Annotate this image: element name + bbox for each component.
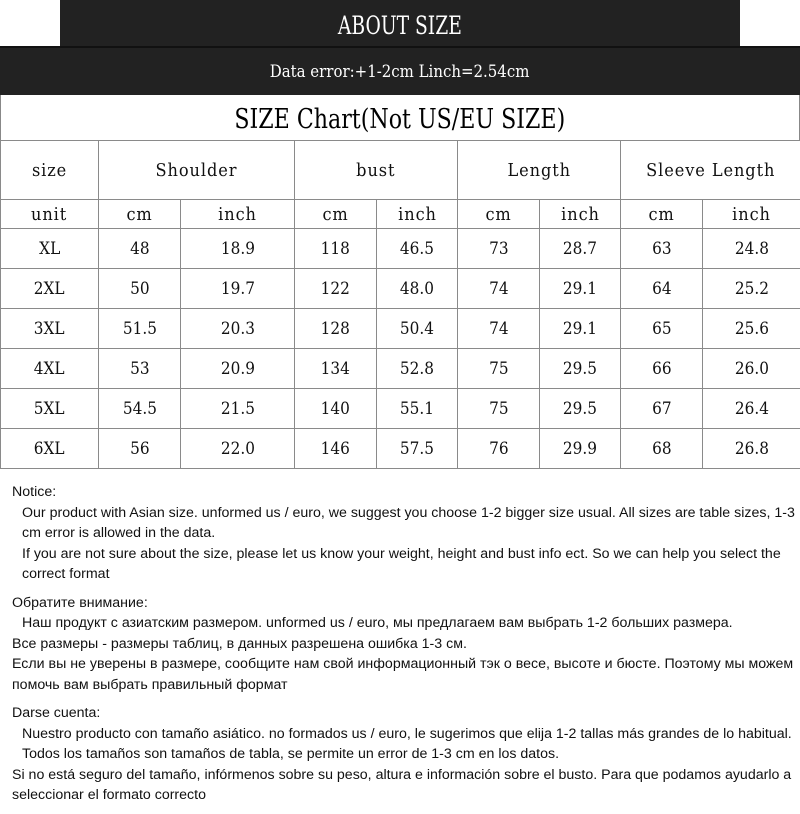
sleeve-inch-cell: 25.6 xyxy=(703,309,800,349)
shoulder-inch-cell: 20.9 xyxy=(181,349,295,389)
data-error-banner xyxy=(0,48,800,95)
bust-inch-cell: 57.5 xyxy=(377,429,458,469)
notice-paragraph: Nuestro producto con tamaño asiático. no formados us / euro, le sugerimos que elija 1-2 tallas más grandes de lo habitual. Todos los tamaños son tamaños de tabla, se permite un error de 1-3 cm en los datos. xyxy=(12,724,797,765)
bust-cm-cell: 134 xyxy=(295,349,377,389)
size-table xyxy=(0,140,800,469)
sleeve-inch-cell: 26.8 xyxy=(703,429,800,469)
sleeve-inch-cell: 26.0 xyxy=(703,349,800,389)
sleeve-cm-cell: 64 xyxy=(621,269,703,309)
length-inch-cell: 28.7 xyxy=(540,229,621,269)
notice-paragraph: Si no está seguro del tamaño, infórmenos sobre su peso, altura e información sobre el busto. Para que podamos ayudarlo a seleccionar el formato correcto xyxy=(12,765,797,806)
sleeve-cm-cell: 67 xyxy=(621,389,703,429)
shoulder-cm-cell: 54.5 xyxy=(99,389,181,429)
notice-russian xyxy=(12,593,797,696)
sleeve-cm-cell: 66 xyxy=(621,349,703,389)
unit-inch: inch xyxy=(181,200,295,229)
group-header-row xyxy=(1,141,800,200)
size-chart-title xyxy=(0,95,800,140)
shoulder-cm-cell: 53 xyxy=(99,349,181,389)
length-inch-cell: 29.5 xyxy=(540,349,621,389)
unit-cm: cm xyxy=(458,200,540,229)
notice-paragraph: Наш продукт с азиатским размером. unformed us / euro, мы предлагаем вам выбрать 1-2 больших размера. xyxy=(12,613,797,634)
shoulder-header: Shoulder xyxy=(99,141,295,200)
bust-inch-cell: 52.8 xyxy=(377,349,458,389)
size-cell: 3XL xyxy=(1,309,99,349)
shoulder-cm-cell: 51.5 xyxy=(99,309,181,349)
shoulder-inch-cell: 21.5 xyxy=(181,389,295,429)
sleeve-cm-cell: 65 xyxy=(621,309,703,349)
size-cell: 2XL xyxy=(1,269,99,309)
bust-cm-cell: 118 xyxy=(295,229,377,269)
size-header: size xyxy=(1,141,99,200)
length-cm-cell: 74 xyxy=(458,269,540,309)
bust-inch-cell: 55.1 xyxy=(377,389,458,429)
sleeve-cm-cell: 68 xyxy=(621,429,703,469)
length-inch-cell: 29.5 xyxy=(540,389,621,429)
sleeve-length-header: Sleeve Length xyxy=(621,141,800,200)
length-cm-cell: 75 xyxy=(458,349,540,389)
unit-inch: inch xyxy=(540,200,621,229)
shoulder-cm-cell: 48 xyxy=(99,229,181,269)
size-cell: XL xyxy=(1,229,99,269)
unit-label: unit xyxy=(1,200,99,229)
notice-english xyxy=(12,482,797,585)
notice-paragraph: Our product with Asian size. unformed us / euro, we suggest you choose 1-2 bigger size usual. All sizes are table sizes, 1-3 cm error is allowed in the data. xyxy=(12,503,797,544)
notice-heading: Notice: xyxy=(12,482,797,503)
shoulder-cm-cell: 56 xyxy=(99,429,181,469)
notice-heading: Darse cuenta: xyxy=(12,703,797,724)
unit-header-row xyxy=(1,200,800,229)
bust-inch-cell: 50.4 xyxy=(377,309,458,349)
notice-paragraph: Если вы не уверены в размере, сообщите нам свой информационный тэк о весе, высоте и бюсте. Поэтому мы можем помочь вам выбрать правильный формат xyxy=(12,654,797,695)
length-inch-cell: 29.1 xyxy=(540,309,621,349)
sleeve-cm-cell: 63 xyxy=(621,229,703,269)
sleeve-inch-cell: 26.4 xyxy=(703,389,800,429)
about-size-banner xyxy=(60,0,740,46)
unit-cm: cm xyxy=(99,200,181,229)
table-row xyxy=(1,309,800,349)
notice-paragraph: Все размеры - размеры таблиц, в данных разрешена ошибка 1-3 см. xyxy=(12,634,797,655)
unit-inch: inch xyxy=(377,200,458,229)
notice-heading: Обратите внимание: xyxy=(12,593,797,614)
size-chart-title-text: SIZE Chart(Not US/EU SIZE) xyxy=(235,95,566,145)
shoulder-cm-cell: 50 xyxy=(99,269,181,309)
bust-cm-cell: 128 xyxy=(295,309,377,349)
table-row xyxy=(1,429,800,469)
shoulder-inch-cell: 18.9 xyxy=(181,229,295,269)
unit-cm: cm xyxy=(295,200,377,229)
bust-header: bust xyxy=(295,141,458,200)
length-header: Length xyxy=(458,141,621,200)
length-inch-cell: 29.1 xyxy=(540,269,621,309)
length-cm-cell: 75 xyxy=(458,389,540,429)
bust-cm-cell: 122 xyxy=(295,269,377,309)
length-cm-cell: 74 xyxy=(458,309,540,349)
bust-inch-cell: 48.0 xyxy=(377,269,458,309)
bust-inch-cell: 46.5 xyxy=(377,229,458,269)
sleeve-inch-cell: 24.8 xyxy=(703,229,800,269)
shoulder-inch-cell: 22.0 xyxy=(181,429,295,469)
size-cell: 5XL xyxy=(1,389,99,429)
table-row xyxy=(1,389,800,429)
length-cm-cell: 76 xyxy=(458,429,540,469)
length-cm-cell: 73 xyxy=(458,229,540,269)
size-cell: 4XL xyxy=(1,349,99,389)
about-size-title: ABOUT SIZE xyxy=(338,0,462,52)
sleeve-inch-cell: 25.2 xyxy=(703,269,800,309)
notes-section xyxy=(12,482,797,814)
shoulder-inch-cell: 20.3 xyxy=(181,309,295,349)
table-row xyxy=(1,349,800,389)
unit-cm: cm xyxy=(621,200,703,229)
notice-paragraph: If you are not sure about the size, please let us know your weight, height and bust info ect. So we can help you select the correct format xyxy=(12,544,797,585)
table-row xyxy=(1,269,800,309)
shoulder-inch-cell: 19.7 xyxy=(181,269,295,309)
bust-cm-cell: 140 xyxy=(295,389,377,429)
data-error-text: Data error:+1-2cm Linch=2.54cm xyxy=(270,48,530,96)
bust-cm-cell: 146 xyxy=(295,429,377,469)
length-inch-cell: 29.9 xyxy=(540,429,621,469)
table-row xyxy=(1,229,800,269)
unit-inch: inch xyxy=(703,200,800,229)
size-cell: 6XL xyxy=(1,429,99,469)
notice-spanish xyxy=(12,703,797,806)
